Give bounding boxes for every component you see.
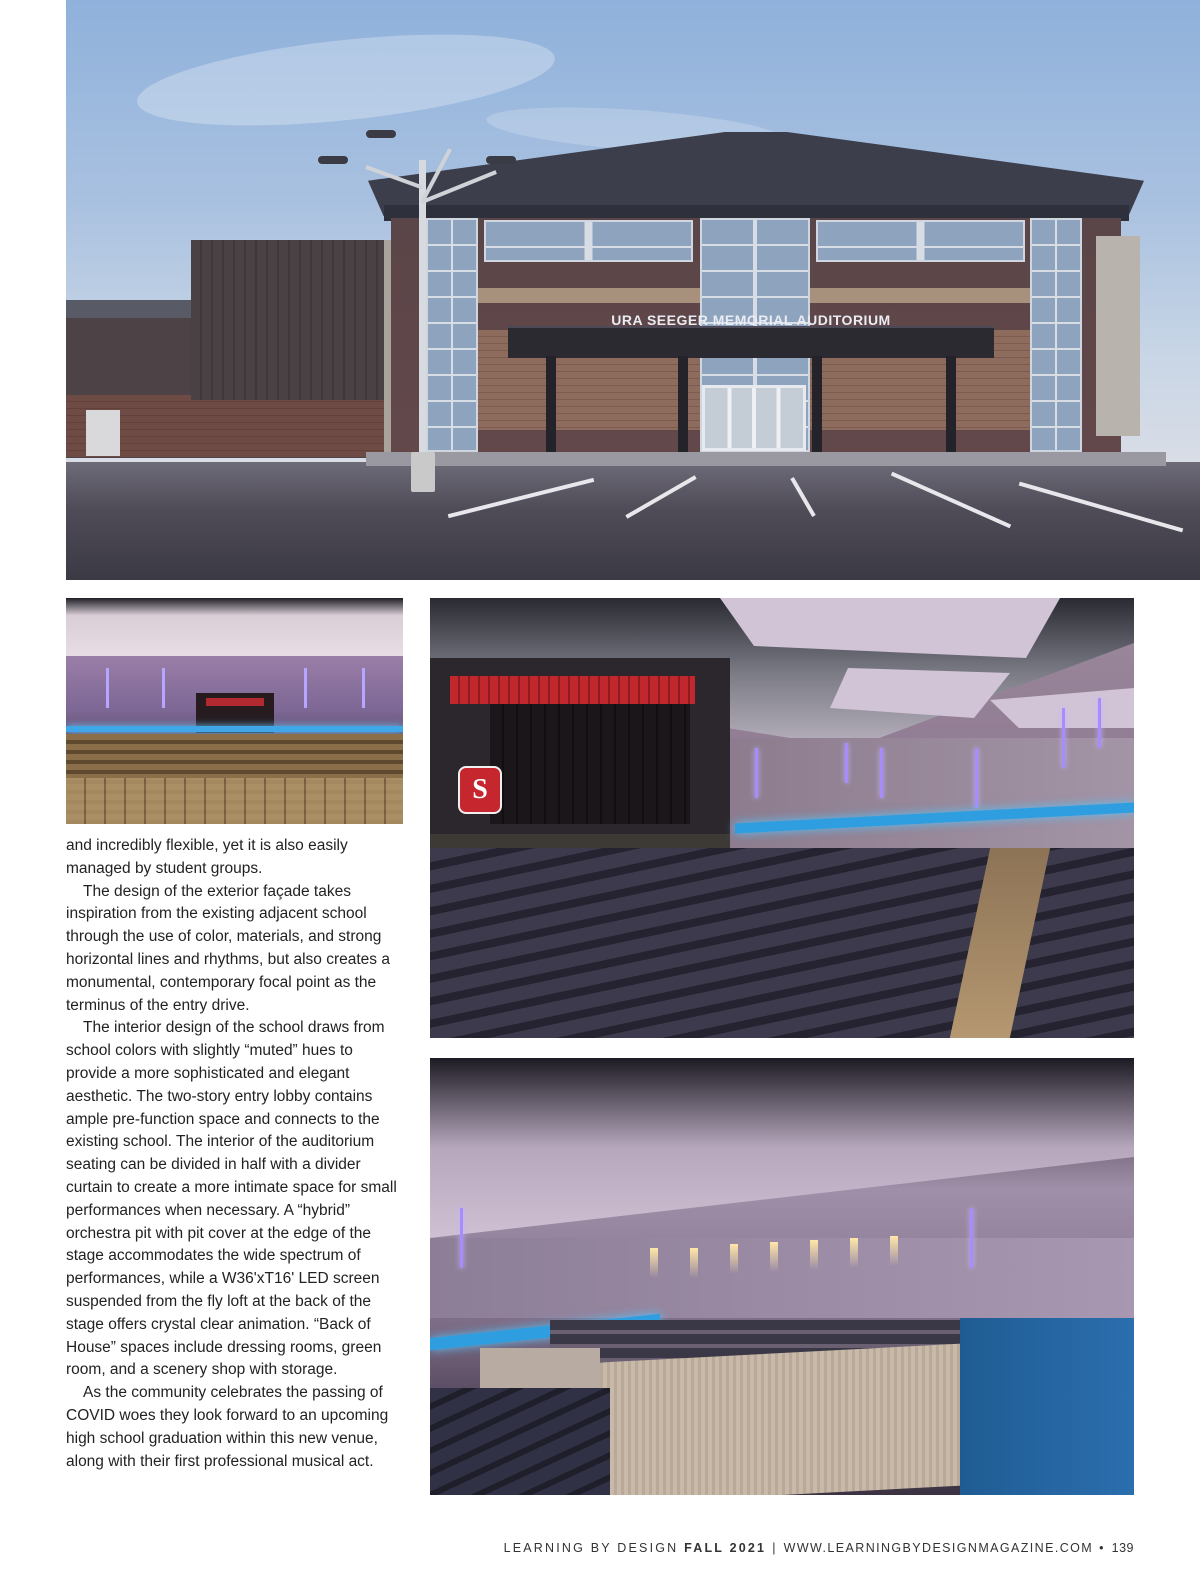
utility-box	[86, 410, 120, 456]
canopy-column	[946, 356, 956, 462]
canopy-column	[678, 356, 688, 462]
wall-light	[970, 1208, 973, 1268]
curtain-wall-right	[1030, 218, 1082, 452]
wall-uplight	[810, 1240, 818, 1270]
paragraph: The interior design of the school draws from school colors with slightly “muted” hues to provide a more sophisticated and elegant aesthetic. The two-story entry lobby contains ample pre-function space and connects to the existing school. The interior of the auditorium seating can be divided in half with a divider curtain to create a more intimate space for small performances when necessary. A “hybrid” orchestra pit with pit cover at the edge of the stage accommodates the wide spectrum of performances, while a W36'xT16' LED screen suspended from the fly loft at the back of the stage offers crystal clear animation. “Back of House” spaces include dressing rooms, green room, and a scenery shop with storage.	[66, 1019, 397, 1379]
stage-curtain	[490, 704, 690, 824]
footer-separator: |	[772, 1541, 778, 1555]
stage-curtain	[206, 698, 264, 706]
blue-led-band	[66, 726, 403, 732]
curtain-wall-left	[426, 218, 478, 452]
parking-lot	[66, 462, 1200, 580]
metal-panel-wall	[191, 240, 391, 400]
bullet: •	[1099, 1541, 1106, 1555]
paragraph: As the community celebrates the passing of COVID woes they look forward to an upcoming high school graduation within this new venue, along with their first professional musical act.	[66, 1384, 389, 1470]
magazine-name: LEARNING BY DESIGN	[503, 1541, 679, 1555]
issue-label: FALL 2021	[684, 1541, 767, 1555]
wall-uplight	[770, 1242, 778, 1272]
wall-light	[755, 748, 758, 798]
stage-and-seating-photo	[430, 598, 1134, 1038]
light-pole	[419, 160, 426, 460]
street-lamp	[318, 156, 348, 164]
wall-uplight	[850, 1238, 858, 1268]
paragraph: The design of the exterior façade takes inspiration from the existing adjacent school through the use of color, materials, and strong horizontal lines and rhythms, but also creates a monumental, contemporary focal point as the terminus of the entry drive.	[66, 882, 390, 1014]
rear-wall	[430, 1238, 1134, 1318]
canopy-column	[812, 356, 822, 462]
logo-letter: S	[472, 774, 488, 805]
paragraph: and incredibly flexible, yet it is also easily managed by student groups.	[66, 837, 348, 877]
front-seats	[66, 778, 403, 824]
wall-uplight	[690, 1248, 698, 1278]
school-logo	[458, 766, 502, 814]
wall-light	[1062, 708, 1065, 768]
sidewalk	[366, 452, 1166, 466]
page-footer	[504, 1541, 1134, 1555]
canopy-column	[546, 356, 556, 462]
clerestory-window-left	[484, 220, 693, 262]
balcony-seating-photo	[430, 1058, 1134, 1495]
wall-light	[304, 668, 307, 708]
wall-uplight	[650, 1248, 658, 1278]
side-block	[1096, 236, 1140, 436]
wall-light	[845, 743, 848, 783]
ceiling	[66, 598, 403, 656]
street-lamp	[486, 156, 516, 164]
light-pole-base	[411, 452, 435, 492]
auditorium-seating-photo	[66, 598, 403, 824]
wall-light	[362, 668, 365, 708]
wall-light	[162, 668, 165, 708]
street-lamp	[366, 130, 396, 138]
wall-light	[460, 1208, 463, 1268]
wall-uplight	[890, 1236, 898, 1266]
wall-light	[1098, 698, 1101, 748]
front-seats	[430, 1388, 610, 1495]
wood-wall	[600, 1343, 964, 1495]
entry-doors	[702, 385, 806, 451]
article-body	[66, 835, 406, 1473]
clerestory-window-right	[816, 220, 1025, 262]
wall-light	[975, 748, 978, 808]
wall-light	[880, 748, 883, 798]
red-valance	[450, 676, 695, 704]
wall-uplight	[730, 1244, 738, 1274]
page-number: 139	[1111, 1541, 1134, 1555]
exterior-auditorium-photo	[66, 0, 1200, 580]
ceiling	[430, 1058, 1134, 1238]
building-sign: URA SEEGER MEMORIAL AUDITORIUM	[611, 312, 891, 328]
entry-canopy	[508, 328, 994, 358]
blue-wall-panel	[960, 1318, 1134, 1495]
wall-light	[106, 668, 109, 708]
side-wall	[730, 738, 1134, 848]
website-link[interactable]: WWW.LEARNINGBYDESIGNMAGAZINE.COM	[783, 1541, 1094, 1555]
